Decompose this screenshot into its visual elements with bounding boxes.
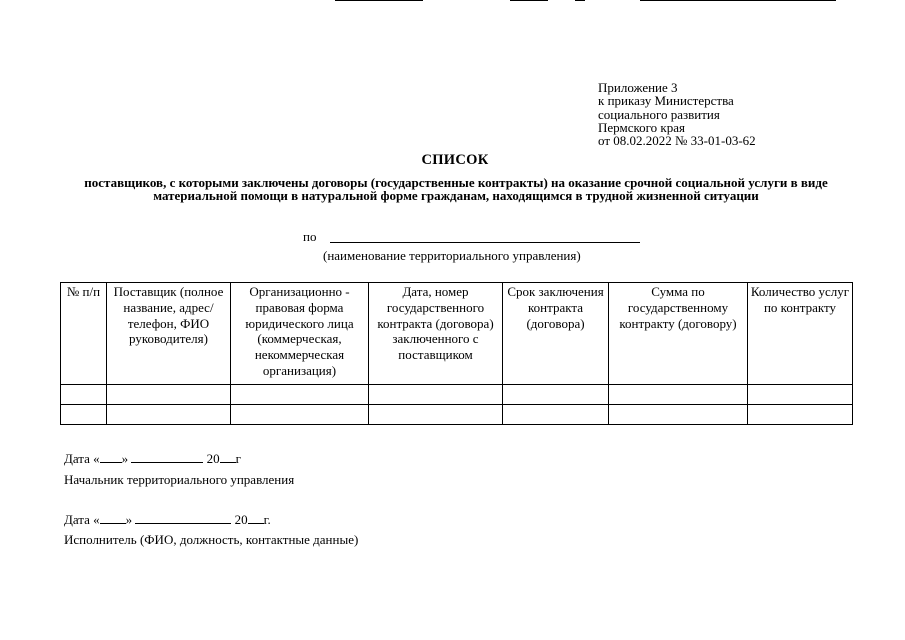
year-suffix: г.	[263, 512, 271, 527]
table-cell[interactable]	[107, 405, 231, 425]
column-header-legal-form: Организационно - правовая форма юридического лица (коммерческая, некоммерческая организация)	[231, 283, 369, 385]
column-header-supplier: Поставщик (полное название, адрес/телефон, ФИО руководителя)	[107, 283, 231, 385]
column-header-sum: Сумма по государственному контракту (договору)	[609, 283, 748, 385]
table-row	[61, 385, 853, 405]
month-field[interactable]	[135, 512, 231, 524]
appendix-line: к приказу Министерства	[598, 93, 734, 109]
table-cell[interactable]	[61, 385, 107, 405]
column-header-number: № п/п	[61, 283, 107, 385]
table-cell[interactable]	[231, 385, 369, 405]
year-suffix: г	[235, 451, 242, 466]
suppliers-table	[60, 282, 853, 425]
appendix-block	[598, 81, 756, 147]
top-rule-1	[335, 0, 423, 1]
table-cell[interactable]	[503, 385, 609, 405]
date-prefix: Дата «	[64, 451, 100, 466]
table-cell[interactable]	[107, 385, 231, 405]
top-rule-3	[575, 0, 585, 1]
day-field[interactable]	[100, 451, 122, 463]
year-field[interactable]	[220, 451, 236, 463]
date-mid: »	[121, 451, 129, 466]
day-field[interactable]	[100, 512, 126, 524]
table-cell[interactable]	[369, 405, 503, 425]
date-mid: »	[125, 512, 133, 527]
table-cell[interactable]	[503, 405, 609, 425]
appendix-line: Пермского края	[598, 119, 685, 135]
territory-prefix: по	[303, 229, 317, 244]
date-prefix: Дата «	[64, 512, 100, 527]
column-header-quantity: Количество услуг по контракту	[748, 283, 853, 385]
appendix-line: от 08.02.2022 № 33-01-03-62	[598, 133, 756, 149]
year-prefix: 20	[234, 512, 248, 527]
table-cell[interactable]	[609, 405, 748, 425]
date-line-2	[64, 512, 271, 528]
table-cell[interactable]	[231, 405, 369, 425]
appendix-line: социального развития	[598, 106, 720, 122]
table-cell[interactable]	[609, 385, 748, 405]
date-line-1	[64, 451, 241, 467]
table-cell[interactable]	[748, 405, 853, 425]
territory-caption: (наименование территориального управления)	[323, 248, 581, 263]
column-header-term: Срок заключения контракта (договора)	[503, 283, 609, 385]
top-rule-4	[640, 0, 836, 1]
appendix-line: Приложение 3	[598, 80, 678, 95]
month-field[interactable]	[131, 451, 203, 463]
table-cell[interactable]	[369, 385, 503, 405]
year-field[interactable]	[248, 512, 264, 524]
executor-label: Исполнитель (ФИО, должность, контактные данные)	[64, 532, 359, 547]
document-subtitle: поставщиков, с которыми заключены договоры (государственные контракты) на оказание срочной социальной услуги в виде материальной помощи в натуральной форме гражданам, находящимся в трудной жизненной ситуации	[84, 175, 828, 203]
table-header-row	[61, 283, 853, 385]
document-title: СПИСОК	[421, 152, 489, 168]
table-cell[interactable]	[748, 385, 853, 405]
table-cell[interactable]	[61, 405, 107, 425]
head-label: Начальник территориального управления	[64, 472, 295, 487]
year-prefix: 20	[206, 451, 220, 466]
column-header-contract: Дата, номер государственного контракта (договора) заключенного с поставщиком	[369, 283, 503, 385]
territory-name-field[interactable]	[330, 242, 640, 243]
table-row	[61, 405, 853, 425]
top-rule-2	[510, 0, 548, 1]
